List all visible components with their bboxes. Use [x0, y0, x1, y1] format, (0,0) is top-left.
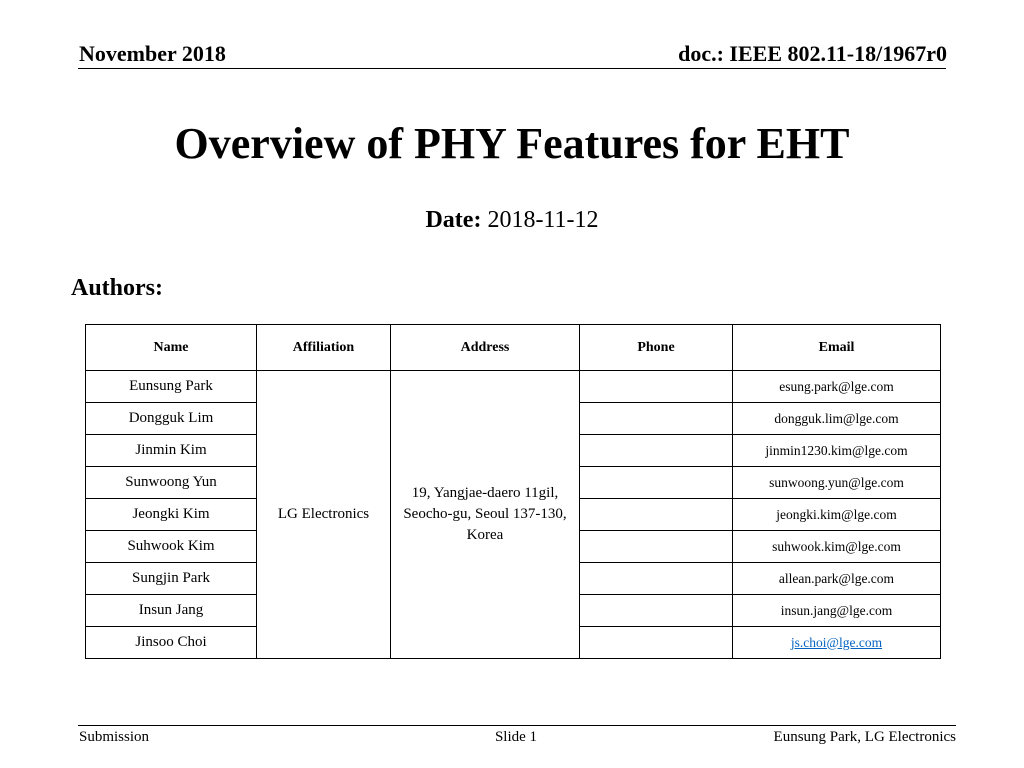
footer-slide-number: Slide 1 — [494, 729, 538, 745]
col-header-address: Address — [391, 325, 580, 371]
author-phone — [580, 435, 733, 467]
header-date: November 2018 — [79, 41, 226, 66]
author-email: insun.jang@lge.com — [733, 595, 941, 627]
author-email: allean.park@lge.com — [733, 563, 941, 595]
col-header-phone: Phone — [580, 325, 733, 371]
date-line — [0, 204, 1024, 236]
date-value: 2018-11-12 — [487, 207, 599, 233]
authors-table — [85, 324, 941, 659]
author-email: jeongki.kim@lge.com — [733, 499, 941, 531]
author-name: Suhwook Kim — [86, 531, 257, 563]
author-email: sunwoong.yun@lge.com — [733, 467, 941, 499]
table-row — [86, 371, 941, 403]
col-header-email: Email — [733, 325, 941, 371]
address-cell: 19, Yangjae-daero 11gil, Seocho-gu, Seoul 137-130, Korea — [391, 371, 580, 659]
author-phone — [580, 531, 733, 563]
header-doc-id: doc.: IEEE 802.11-18/1967r0 — [678, 41, 947, 66]
slide-title: Overview of PHY Features for EHT — [174, 119, 850, 168]
footer-rule — [78, 725, 956, 726]
email-link[interactable]: js.choi@lge.com — [790, 634, 883, 650]
authors-heading: Authors: — [71, 275, 164, 301]
author-name: Sunwoong Yun — [86, 467, 257, 499]
header-rule — [78, 68, 946, 69]
author-email-cell — [733, 627, 941, 659]
author-name: Jeongki Kim — [86, 499, 257, 531]
affiliation-cell: LG Electronics — [257, 371, 391, 659]
author-name: Insun Jang — [86, 595, 257, 627]
author-name: Jinmin Kim — [86, 435, 257, 467]
col-header-name: Name — [86, 325, 257, 371]
col-header-affiliation: Affiliation — [257, 325, 391, 371]
footer-submission: Submission — [79, 729, 150, 745]
author-phone — [580, 563, 733, 595]
author-email: esung.park@lge.com — [733, 371, 941, 403]
author-name: Jinsoo Choi — [86, 627, 257, 659]
author-phone — [580, 371, 733, 403]
author-name: Dongguk Lim — [86, 403, 257, 435]
footer-author: Eunsung Park, LG Electronics — [773, 729, 956, 745]
author-phone — [580, 467, 733, 499]
date-label: Date: — [425, 207, 482, 233]
author-phone — [580, 499, 733, 531]
table-header-row — [86, 325, 941, 371]
author-email: dongguk.lim@lge.com — [733, 403, 941, 435]
author-email: jinmin1230.kim@lge.com — [733, 435, 941, 467]
author-email: suhwook.kim@lge.com — [733, 531, 941, 563]
author-name: Eunsung Park — [86, 371, 257, 403]
author-name: Sungjin Park — [86, 563, 257, 595]
author-phone — [580, 403, 733, 435]
author-phone — [580, 595, 733, 627]
author-phone — [580, 627, 733, 659]
